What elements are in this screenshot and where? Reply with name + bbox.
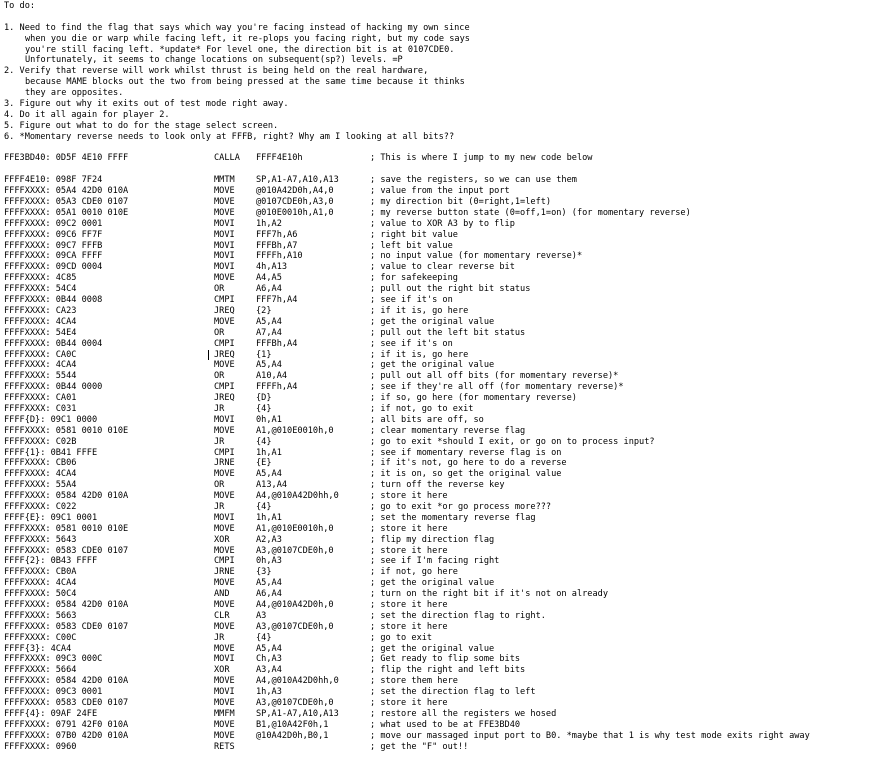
- code-opcode: CMPI: [214, 382, 235, 393]
- code-line: [4, 393, 577, 404]
- hook-opcode: CALLA: [214, 153, 240, 164]
- code-comment: ; right bit value: [370, 229, 458, 240]
- code-operands: @010A42D0h,A4,0: [256, 186, 334, 197]
- code-operands: 0h,A1: [256, 414, 282, 425]
- code-comment: ; get the original value: [370, 360, 495, 371]
- code-comment: ; pull out the left bit status: [370, 327, 526, 338]
- code-line: [4, 262, 515, 273]
- code-operands: FFFBh,A7: [256, 240, 298, 251]
- todo-item-continuation: because MAME blocks out the two from being pressed at the same time because it thinks: [25, 77, 465, 88]
- code-line: [4, 414, 484, 426]
- code-line: [4, 295, 470, 306]
- code-comment: ; set the momentary reverse flag: [370, 512, 536, 523]
- code-address: FFFFXXXX: 09CA FFFF: [4, 251, 103, 262]
- code-comment: ; store it here: [370, 491, 448, 502]
- code-address: FFFFXXXX: 0583 CDE0 0107: [4, 545, 129, 556]
- code-opcode: AND: [214, 589, 230, 600]
- code-address: FFFFXXXX: CA01: [4, 393, 77, 404]
- code-operands: FFF7h,A4: [256, 295, 298, 306]
- code-operands: 1h,A3: [256, 687, 282, 698]
- code-line: [4, 491, 470, 502]
- code-opcode: MOVE: [214, 719, 235, 730]
- code-opcode: MOVE: [214, 207, 235, 218]
- code-address: FFFFXXXX: 4C85: [4, 273, 77, 284]
- code-comment: ; see if it's on: [370, 295, 453, 306]
- todo-item: 3. Figure out why it exits out of test mode right away.: [4, 99, 289, 110]
- code-line: [4, 447, 562, 459]
- code-line: [4, 546, 470, 557]
- code-comment: ; store it here: [370, 621, 448, 632]
- code-address: FFFFXXXX: 5643: [4, 534, 77, 545]
- todo-item-continuation: you're still facing left. *update* For level one, the direction bit is at 0107CDE0.: [25, 44, 455, 55]
- code-comment: ; see if momentary reverse flag is on: [370, 447, 562, 458]
- code-opcode: MOVE: [214, 273, 235, 284]
- todo-item-continuation: when you die or warp while facing left, it re-plops you facing right, but my code says: [25, 33, 470, 44]
- code-operands: A3,@0107CDE0h,0: [256, 621, 334, 632]
- code-opcode: RETS: [214, 741, 235, 752]
- code-address: FFFFXXXX: CA23: [4, 305, 77, 316]
- code-operands: @010E0010h,A1,0: [256, 207, 334, 218]
- code-address: FFFFXXXX: 0B44 0004: [4, 338, 103, 349]
- code-line: [4, 458, 567, 469]
- code-comment: ; see if it's on: [370, 338, 453, 349]
- code-comment: ; if it is, go here: [370, 305, 469, 316]
- code-operands: FFF7h,A6: [256, 229, 298, 240]
- code-opcode: MOVI: [214, 654, 235, 665]
- code-address: FFFF{E}: 09C1 0001: [4, 512, 98, 523]
- hook-operands: FFFF4E10h: [256, 153, 303, 164]
- code-address: FFFFXXXX: 4CA4: [4, 578, 77, 589]
- code-opcode: CMPI: [214, 447, 235, 458]
- code-operands: 1h,A1: [256, 447, 282, 458]
- code-opcode: JREQ: [214, 305, 235, 316]
- code-line: [4, 425, 526, 437]
- code-opcode: MOVI: [214, 218, 235, 229]
- code-line: [4, 742, 470, 753]
- code-comment: ; store it here: [370, 523, 448, 534]
- code-comment: ; my reverse button state (0=off,1=on) (for momentary reverse): [370, 207, 691, 218]
- code-line: [4, 350, 470, 361]
- hook-comment: ; This is where I jump to my new code below: [370, 153, 593, 164]
- code-address: FFFFXXXX: 4CA4: [4, 360, 77, 371]
- code-address: FFFFXXXX: CB06: [4, 458, 77, 469]
- code-address: FFFFXXXX: 0791 42F0 010A: [4, 719, 129, 730]
- code-comment: ; save the registers, so we can use them: [370, 175, 577, 186]
- code-opcode: MOVE: [214, 360, 235, 371]
- code-line: [4, 719, 521, 731]
- code-comment: ; if so, go here (for momentary reverse): [370, 393, 577, 404]
- code-operands: A4,A5: [256, 273, 282, 284]
- code-comment: ; left bit value: [370, 240, 453, 251]
- code-operands: A4,@010A42D0h,0: [256, 599, 334, 610]
- code-opcode: XOR: [214, 665, 230, 676]
- code-line: [4, 251, 583, 262]
- code-opcode: JRNE: [214, 458, 235, 469]
- code-opcode: XOR: [214, 534, 230, 545]
- code-line: [4, 175, 577, 186]
- code-opcode: MOVI: [214, 251, 235, 262]
- code-comment: ; turn on the right bit if it's not on already: [370, 589, 608, 600]
- code-comment: ; no input value (for momentary reverse)*: [370, 251, 583, 262]
- code-line: [4, 643, 495, 655]
- code-operands: A1,@010E0010h,0: [256, 425, 334, 436]
- code-line: [4, 730, 810, 742]
- text-cursor: [208, 350, 209, 360]
- code-opcode: OR: [214, 327, 225, 338]
- code-operands: {4}: [256, 632, 272, 643]
- code-address: FFFFXXXX: 09C7 FFFB: [4, 240, 103, 251]
- code-opcode: MOVI: [214, 414, 235, 425]
- code-opcode: OR: [214, 371, 225, 382]
- code-operands: A6,A4: [256, 284, 282, 295]
- todo-item-continuation: Unfortunately, it seems to change locations on subsequent(sp?) levels. =P: [25, 55, 403, 66]
- code-opcode: MOVE: [214, 491, 235, 502]
- code-address: FFFF4E10: 098F 7F24: [4, 175, 103, 186]
- hook-address: FFE3BD40: 0D5F 4E10 FFFF: [4, 153, 129, 164]
- code-address: FFFF{D}: 09C1 0000: [4, 414, 98, 425]
- code-operands: {D}: [256, 393, 272, 404]
- code-operands: @10A42D0h,B0,1: [256, 730, 329, 741]
- code-opcode: MOVI: [214, 687, 235, 698]
- code-comment: ; value from the input port: [370, 186, 510, 197]
- code-opcode: OR: [214, 284, 225, 295]
- code-opcode: JR: [214, 501, 225, 512]
- code-address: FFFFXXXX: 0584 42D0 010A: [4, 599, 129, 610]
- code-line: [4, 480, 505, 491]
- code-opcode: CLR: [214, 610, 230, 621]
- code-line: [4, 512, 536, 524]
- code-line: [4, 687, 536, 698]
- code-opcode: MOVE: [214, 197, 235, 208]
- code-opcode: MOVE: [214, 599, 235, 610]
- code-line: [4, 578, 495, 589]
- code-address: FFFFXXXX: C00C: [4, 632, 77, 643]
- code-opcode: MOVE: [214, 730, 235, 741]
- code-comment: ; get the original value: [370, 643, 495, 654]
- code-address: FFFFXXXX: C031: [4, 403, 77, 414]
- code-line: [4, 501, 552, 513]
- code-opcode: MOVE: [214, 676, 235, 687]
- code-line: [4, 371, 619, 382]
- code-comment: ; flip my direction flag: [370, 534, 495, 545]
- code-address: FFFFXXXX: 55A4: [4, 480, 77, 491]
- code-address: FFFFXXXX: 05A4 42D0 010A: [4, 186, 129, 197]
- code-address: FFFFXXXX: 4CA4: [4, 316, 77, 327]
- code-operands: SP,A1-A7,A10,A13: [256, 175, 339, 186]
- code-address: FFFFXXXX: 0581 0010 010E: [4, 425, 129, 436]
- code-comment: ; store it here: [370, 545, 448, 556]
- code-operands: FFFFh,A4: [256, 382, 298, 393]
- code-comment: ; all bits are off, so: [370, 414, 484, 425]
- code-line: [4, 284, 531, 295]
- code-comment: ; clear momentary reverse flag: [370, 425, 526, 436]
- todo-item: 6. *Momentary reverse needs to look only at FFFB, right? Why am I looking at all bits??: [4, 131, 455, 142]
- todo-item: 5. Figure out what to do for the stage select screen.: [4, 120, 279, 131]
- code-opcode: JR: [214, 632, 225, 643]
- code-operands: {4}: [256, 501, 272, 512]
- code-opcode: MOVI: [214, 240, 235, 251]
- code-comment: ; set the direction flag to left: [370, 687, 536, 698]
- code-comment: ; value to XOR A3 by to flip: [370, 218, 515, 229]
- code-line: [4, 665, 526, 676]
- code-comment: ; store it here: [370, 698, 448, 708]
- code-address: FFFFXXXX: C02B: [4, 436, 77, 447]
- code-opcode: MOVE: [214, 316, 235, 327]
- code-line: [4, 273, 470, 284]
- code-comment: ; for safekeeping: [370, 273, 458, 284]
- code-operands: {3}: [256, 567, 272, 578]
- code-line: [4, 436, 655, 448]
- code-line: [4, 600, 470, 611]
- code-operands: A4,@010A42D0hh,0: [256, 491, 339, 502]
- code-line: [4, 708, 557, 720]
- code-line: [4, 469, 562, 480]
- code-address: FFFFXXXX: CA0C: [4, 349, 77, 360]
- code-address: FFFF{2}: 0B43 FFFF: [4, 556, 98, 567]
- code-operands: {E}: [256, 458, 272, 469]
- code-operands: A3: [256, 610, 267, 621]
- code-comment: ; store it here: [370, 599, 448, 610]
- code-address: FFFF{3}: 4CA4: [4, 643, 72, 654]
- code-address: FFFFXXXX: 50C4: [4, 589, 77, 600]
- code-operands: A13,A4: [256, 480, 288, 491]
- code-address: FFFFXXXX: C022: [4, 501, 77, 512]
- code-listing: [4, 175, 810, 752]
- code-operands: A4,@010A42D0hh,0: [256, 676, 339, 687]
- code-address: FFFFXXXX: 09C6 FF7F: [4, 229, 103, 240]
- code-address: FFFFXXXX: 05A3 CDE0 0107: [4, 197, 129, 208]
- code-opcode: MOVI: [214, 512, 235, 523]
- code-comment: ; it is on, so get the original value: [370, 469, 562, 480]
- code-address: FFFFXXXX: 0B44 0008: [4, 295, 103, 306]
- code-address: FFFFXXXX: 09CD 0004: [4, 262, 103, 273]
- code-address: FFFFXXXX: 0583 CDE0 0107: [4, 621, 129, 632]
- code-opcode: JRNE: [214, 567, 235, 578]
- code-comment: ; move our massaged input port to B0. *maybe that 1 is why test mode exits right away: [370, 730, 810, 741]
- code-operands: SP,A1-A7,A10,A13: [256, 708, 339, 719]
- code-address: FFFFXXXX: CB0A: [4, 567, 77, 578]
- code-line: [4, 218, 515, 230]
- code-line: [4, 327, 526, 339]
- code-operands: {2}: [256, 305, 272, 316]
- code-opcode: MOVE: [214, 523, 235, 534]
- code-address: FFFF{4}: 09AF 24FE: [4, 708, 98, 719]
- code-opcode: MOVE: [214, 621, 235, 632]
- code-operands: FFFFh,A10: [256, 251, 303, 262]
- hook-line: [4, 153, 593, 164]
- code-address: FFFFXXXX: 0584 42D0 010A: [4, 676, 129, 687]
- code-comment: ; restore all the registers we hosed: [370, 708, 557, 719]
- code-line: [4, 360, 495, 371]
- code-opcode: MOVE: [214, 545, 235, 556]
- code-line: [4, 306, 470, 317]
- code-address: FFFFXXXX: 54C4: [4, 284, 77, 295]
- code-line: [4, 186, 510, 197]
- page-title: To do:: [4, 1, 36, 11]
- code-line: [4, 622, 470, 633]
- code-operands: 1h,A1: [256, 512, 282, 523]
- code-comment: ; Get ready to flip some bits: [370, 654, 521, 665]
- code-operands: A1,@010E0010h,0: [256, 523, 334, 534]
- todo-item: 1. Need to find the flag that says which way you're facing instead of hacking my own since: [4, 22, 470, 33]
- code-comment: ; if it is, go here: [370, 349, 469, 360]
- code-comment: ; flip the right and left bits: [370, 665, 526, 676]
- code-opcode: MOVI: [214, 262, 235, 273]
- code-opcode: MOVE: [214, 578, 235, 589]
- code-comment: ; turn off the reverse key: [370, 480, 505, 491]
- code-address: FFFFXXXX: 5664: [4, 665, 77, 676]
- code-comment: ; what used to be at FFE3BD40: [370, 719, 521, 730]
- code-operands: A5,A4: [256, 316, 282, 327]
- code-address: FFFFXXXX: 05A1 0010 010E: [4, 207, 129, 218]
- code-operands: A6,A4: [256, 589, 282, 600]
- code-opcode: CMPI: [214, 338, 235, 349]
- document: [4, 1, 810, 752]
- code-operands: {4}: [256, 436, 272, 447]
- code-address: FFFFXXXX: 0960: [4, 741, 77, 752]
- code-line: [4, 339, 470, 350]
- code-operands: {1}: [256, 349, 272, 360]
- code-line: [4, 382, 624, 393]
- code-address: FFFFXXXX: 4CA4: [4, 469, 77, 480]
- code-address: FFFFXXXX: 5663: [4, 610, 77, 621]
- code-line: [4, 524, 470, 535]
- code-opcode: CMPI: [214, 556, 235, 567]
- code-line: [4, 610, 546, 622]
- code-line: [4, 654, 521, 665]
- code-comment: ; store them here: [370, 676, 458, 687]
- code-operands: A5,A4: [256, 643, 282, 654]
- code-operands: {4}: [256, 403, 272, 414]
- code-comment: ; go to exit *or go process more???: [370, 501, 552, 512]
- code-comment: ; get the "F" out!!: [370, 741, 469, 752]
- code-address: FFFF{1}: 0B41 FFFE: [4, 447, 98, 458]
- code-address: FFFFXXXX: 0584 42D0 010A: [4, 491, 129, 502]
- code-opcode: MOVE: [214, 425, 235, 436]
- code-address: FFFFXXXX: 5544: [4, 371, 77, 382]
- code-operands: A5,A4: [256, 578, 282, 589]
- code-line: [4, 403, 474, 415]
- code-line: [4, 676, 470, 687]
- code-comment: ; if not, go to exit: [370, 403, 474, 414]
- code-operands: A2,A3: [256, 534, 282, 545]
- code-operands: Ch,A3: [256, 654, 282, 665]
- code-line: [4, 316, 495, 328]
- code-line: [4, 207, 691, 219]
- code-operands: A3,A4: [256, 665, 282, 676]
- code-opcode: JR: [214, 403, 225, 414]
- code-comment: ; pull out the right bit status: [370, 284, 531, 295]
- code-comment: ; go to exit *should I exit, or go on to process input?: [370, 436, 655, 447]
- code-comment: ; see if I'm facing right: [370, 556, 500, 567]
- todo-item: 4. Do it all again for player 2.: [4, 109, 170, 120]
- code-opcode: JREQ: [214, 349, 235, 360]
- code-opcode: MOVE: [214, 698, 235, 708]
- code-operands: B1,@10A42F0h,1: [256, 719, 329, 730]
- code-line: [4, 698, 470, 709]
- code-operands: FFFBh,A4: [256, 338, 298, 349]
- code-comment: ; get the original value: [370, 316, 495, 327]
- code-address: FFFFXXXX: 09C3 0001: [4, 687, 103, 698]
- code-line: [4, 633, 470, 644]
- code-comment: ; get the original value: [370, 578, 495, 589]
- code-operands: A3,@0107CDE0h,0: [256, 698, 334, 708]
- code-line: [4, 230, 470, 241]
- code-opcode: MOVE: [214, 469, 235, 480]
- code-operands: A5,A4: [256, 469, 282, 480]
- code-operands: A10,A4: [256, 371, 288, 382]
- code-opcode: JREQ: [214, 393, 235, 404]
- code-operands: 1h,A2: [256, 218, 282, 229]
- code-comment: ; value to clear reverse bit: [370, 262, 515, 273]
- code-opcode: CMPI: [214, 295, 235, 306]
- todo-item-continuation: they are opposites.: [25, 88, 124, 99]
- code-comment: ; if it's not, go here to do a reverse: [370, 458, 567, 469]
- code-line: [4, 589, 608, 600]
- code-comment: ; pull out all off bits (for momentary reverse)*: [370, 371, 619, 382]
- code-address: FFFFXXXX: 09C2 0001: [4, 218, 103, 229]
- code-operands: @0107CDE0h,A3,0: [256, 197, 334, 208]
- code-comment: ; see if they're all off (for momentary reverse)*: [370, 382, 624, 393]
- code-address: FFFFXXXX: 07B0 42D0 010A: [4, 730, 129, 741]
- todo-item: 2. Verify that reverse will work whilst thrust is being held on the real hardware,: [4, 66, 429, 77]
- code-line: [4, 567, 470, 578]
- code-operands: A5,A4: [256, 360, 282, 371]
- code-opcode: MMTM: [214, 175, 235, 186]
- code-opcode: JR: [214, 436, 225, 447]
- code-operands: 4h,A13: [256, 262, 288, 273]
- code-line: [4, 197, 552, 208]
- code-address: FFFFXXXX: 0B44 0000: [4, 382, 103, 393]
- code-opcode: MOVI: [214, 229, 235, 240]
- code-opcode: OR: [214, 480, 225, 491]
- code-operands: A7,A4: [256, 327, 282, 338]
- code-comment: ; my direction bit (0=right,1=left): [370, 197, 552, 208]
- code-comment: ; set the direction flag to right.: [370, 610, 546, 621]
- code-address: FFFFXXXX: 54E4: [4, 327, 77, 338]
- code-operands: 0h,A3: [256, 556, 282, 567]
- code-comment: ; go to exit: [370, 632, 433, 643]
- code-opcode: MOVE: [214, 643, 235, 654]
- code-address: FFFFXXXX: 0583 CDE0 0107: [4, 698, 129, 708]
- code-line: [4, 241, 470, 252]
- code-comment: ; if not, go here: [370, 567, 458, 578]
- code-operands: A3,@0107CDE0h,0: [256, 545, 334, 556]
- code-line: [4, 556, 500, 567]
- todo-list: [4, 23, 470, 143]
- code-line: [4, 534, 495, 546]
- code-address: FFFFXXXX: 09C3 000C: [4, 654, 103, 665]
- code-opcode: MOVE: [214, 186, 235, 197]
- code-address: FFFFXXXX: 0581 0010 010E: [4, 523, 129, 534]
- code-opcode: MMFM: [214, 708, 235, 719]
